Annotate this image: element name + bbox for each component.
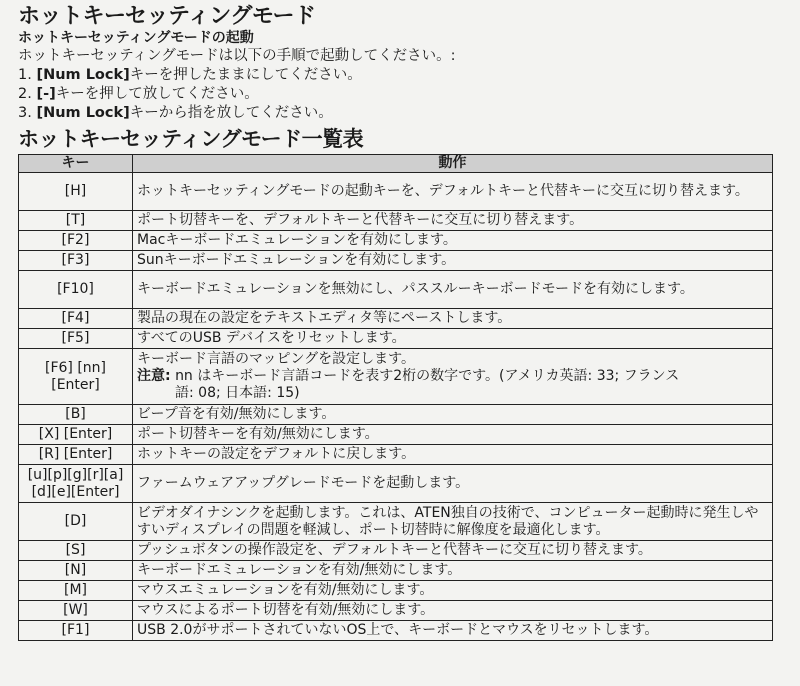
note-text: nn はキーボード言語コードを表す2桁の数字です。(アメリカ英語: 33; フランス <box>175 368 680 384</box>
action-cell: マウスエミュレーションを有効/無効にします。 <box>133 581 773 601</box>
step-text: キーを押したままにしてください。 <box>129 67 362 83</box>
table-row <box>19 309 773 329</box>
action-cell: ビープ音を有効/無効にします。 <box>133 405 773 425</box>
action-cell: 製品の現在の設定をテキストエディタ等にペーストします。 <box>133 309 773 329</box>
key-cell: [F6] [nn] [Enter] <box>19 349 133 405</box>
table-row <box>19 561 773 581</box>
key-cell: [H] <box>19 173 133 211</box>
table-row <box>19 621 773 641</box>
note-text-continued: 語: 08; 日本語: 15) <box>175 385 300 401</box>
key-cell: [F1] <box>19 621 133 641</box>
key-cell: [M] <box>19 581 133 601</box>
action-cell: ポート切替キーを有効/無効にします。 <box>133 425 773 445</box>
key-cell: [F4] <box>19 309 133 329</box>
key-cell: [u][p][g][r][a] [d][e][Enter] <box>19 465 133 503</box>
table-row <box>19 251 773 271</box>
document-page <box>18 4 788 641</box>
action-cell: ホットキーの設定をデフォルトに戻します。 <box>133 445 773 465</box>
table-row <box>19 173 773 211</box>
action-cell: マウスによるポート切替を有効/無効にします。 <box>133 601 773 621</box>
key-cell: [W] <box>19 601 133 621</box>
action-text: キーボード言語のマッピングを設定します。 <box>137 351 416 367</box>
step-key: [Num Lock] <box>36 105 130 121</box>
key-cell: [B] <box>19 405 133 425</box>
note-label: 注意: <box>137 368 171 384</box>
table-row <box>19 271 773 309</box>
table-row <box>19 329 773 349</box>
intro-text: ホットキーセッティングモードは以下の手順で起動してください。: <box>18 48 456 64</box>
action-cell: ホットキーセッティングモードの起動キーを、デフォルトキーと代替キーに交互に切り替えます。 <box>133 173 773 211</box>
page-title: ホットキーセッティングモード <box>18 4 316 29</box>
action-cell: キーボードエミュレーションを有効/無効にします。 <box>133 561 773 581</box>
action-cell: ポート切替キーを、デフォルトキーと代替キーに交互に切り替えます。 <box>133 211 773 231</box>
step-text: キーから指を放してください。 <box>129 105 333 121</box>
table-row <box>19 503 773 541</box>
step-item <box>18 85 788 104</box>
key-cell: [X] [Enter] <box>19 425 133 445</box>
table-row <box>19 349 773 405</box>
key-cell: [R] [Enter] <box>19 445 133 465</box>
table-row <box>19 425 773 445</box>
table-row <box>19 211 773 231</box>
step-number: 1. <box>18 67 32 83</box>
step-item <box>18 66 788 85</box>
table-row <box>19 465 773 503</box>
action-cell <box>133 349 773 405</box>
header-action: 動作 <box>133 155 773 173</box>
hotkey-table <box>18 154 773 641</box>
key-cell: [N] <box>19 561 133 581</box>
table-row <box>19 541 773 561</box>
step-item <box>18 104 788 123</box>
table-row <box>19 601 773 621</box>
table-row <box>19 405 773 425</box>
action-cell: ビデオダイナシンクを起動します。これは、ATEN独自の技術で、コンピューター起動時に発生しやすいディスプレイの問題を軽減し、ポート切替時に解像度を最適化します。 <box>133 503 773 541</box>
table-row <box>19 581 773 601</box>
action-cell: ファームウェアアップグレードモードを起動します。 <box>133 465 773 503</box>
table-header-row <box>19 155 773 173</box>
step-number: 3. <box>18 105 32 121</box>
table-title: ホットキーセッティングモード一覧表 <box>18 127 364 151</box>
table-row <box>19 231 773 251</box>
step-text: キーを押して放してください。 <box>55 86 259 102</box>
key-cell: [F3] <box>19 251 133 271</box>
key-cell: [F10] <box>19 271 133 309</box>
action-cell: USB 2.0がサポートされていないOS上で、キーボードとマウスをリセットします。 <box>133 621 773 641</box>
action-cell: キーボードエミュレーションを無効にし、パススルーキーボードモードを有効にします。 <box>133 271 773 309</box>
action-cell: Macキーボードエミュレーションを有効にします。 <box>133 231 773 251</box>
step-number: 2. <box>18 86 32 102</box>
step-key: [-] <box>36 86 56 102</box>
action-cell: すべてのUSB デバイスをリセットします。 <box>133 329 773 349</box>
step-key: [Num Lock] <box>36 67 130 83</box>
key-cell: [F5] <box>19 329 133 349</box>
key-cell: [T] <box>19 211 133 231</box>
key-cell: [D] <box>19 503 133 541</box>
action-cell: プッシュボタンの操作設定を、デフォルトキーと代替キーに交互に切り替えます。 <box>133 541 773 561</box>
header-key: キー <box>19 155 133 173</box>
key-cell: [F2] <box>19 231 133 251</box>
section-subtitle: ホットキーセッティングモードの起動 <box>18 30 254 46</box>
table-row <box>19 445 773 465</box>
key-cell: [S] <box>19 541 133 561</box>
action-cell: Sunキーボードエミュレーションを有効にします。 <box>133 251 773 271</box>
